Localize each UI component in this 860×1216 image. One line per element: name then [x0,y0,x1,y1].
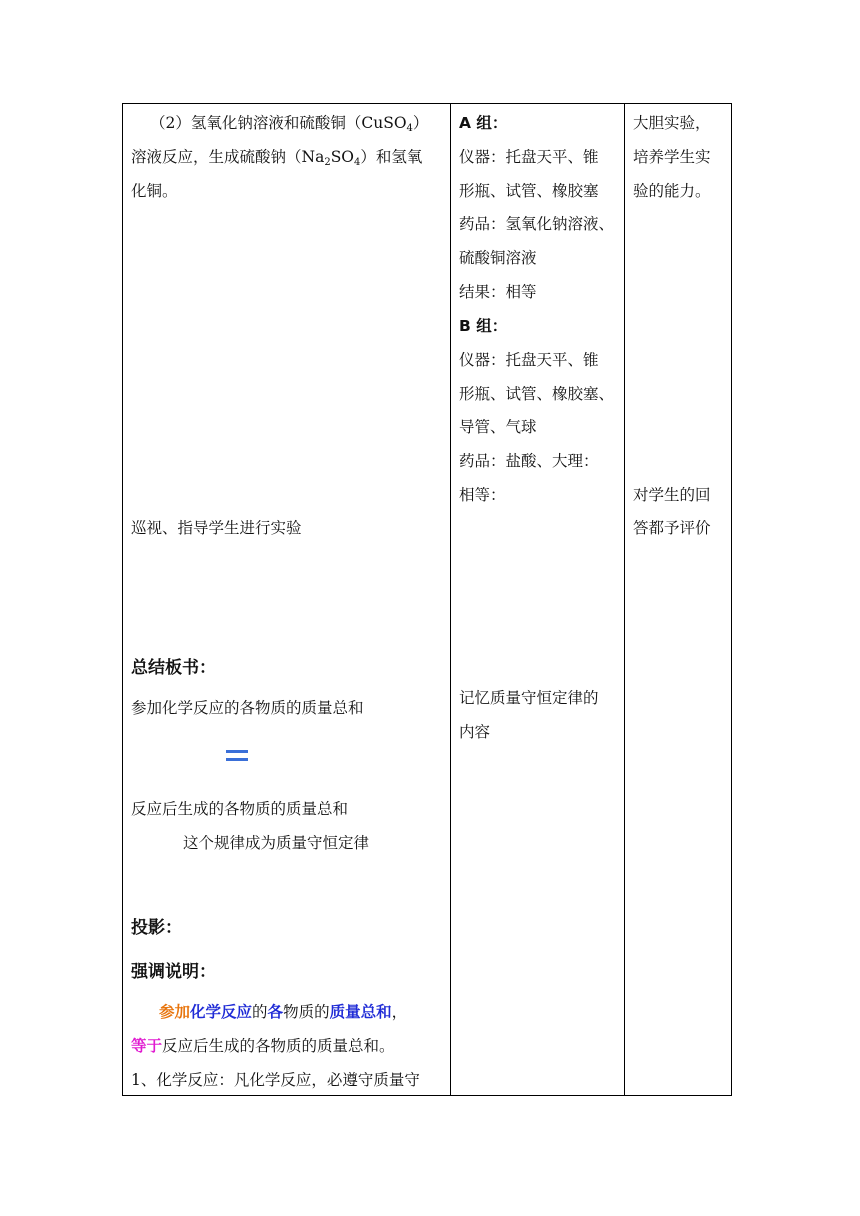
emphasis-heading: 强调说明： [131,962,216,982]
evaluation-line-1: 对学生的回 [633,486,711,504]
intro-line-3: 化铜。 [131,182,178,200]
group-a-heading: A 组： [459,114,508,132]
patrol-text: 巡视、指导学生进行实验 [131,519,302,537]
purpose-line-2: 培养学生实 [633,148,711,166]
emphasis-line-1: 参加化学反应的各物质的质量总和， [159,1003,408,1021]
point-1-text: 1、化学反应：凡化学反应，必遵守质量守 [131,1071,420,1089]
group-b-instruments-3: 导管、气球 [459,418,537,436]
group-b-instruments-2: 形瓶、试管、橡胶塞、 [459,385,615,403]
lesson-table [122,103,732,1096]
memo-line-2: 内容 [459,723,491,741]
column-divider-2 [624,104,625,1095]
summary-line-2: 反应后生成的各物质的质量总和 [131,800,349,818]
summary-line-1: 参加化学反应的各物质的质量总和 [131,699,364,717]
evaluation-line-2: 答都予评价 [633,519,711,537]
purpose-line-1: 大胆实验， [633,114,711,132]
projection-heading: 投影： [131,918,182,938]
emphasis-line-2: 等于反应后生成的各物质的质量总和。 [131,1037,395,1055]
group-a-instruments-1: 仪器：托盘天平、锥 [459,148,599,166]
group-a-drugs-2: 硫酸铜溶液 [459,249,537,267]
group-b-drugs: 药品：盐酸、大理： [459,452,599,470]
group-a-instruments-2: 形瓶、试管、橡胶塞 [459,182,599,200]
group-b-instruments-1: 仪器：托盘天平、锥 [459,351,599,369]
group-b-heading: B 组： [459,317,508,335]
summary-line-3: 这个规律成为质量守恒定律 [183,834,370,852]
intro-line-1: （2）氢氧化钠溶液和硫酸铜（CuSO$_4$） [150,114,429,134]
summary-heading: 总结板书： [131,658,216,678]
purpose-line-3: 验的能力。 [633,182,711,200]
memo-line-1: 记忆质量守恒定律的 [459,689,599,707]
group-a-result: 结果：相等 [459,283,537,301]
group-a-drugs-1: 药品：氢氧化钠溶液、 [459,215,615,233]
group-b-result: 相等： [459,486,506,504]
column-divider-1 [450,104,451,1095]
equals-sign [226,750,248,761]
intro-line-2: 溶液反应，生成硫酸钠$(Na_2SO_4)$和氢氧 [131,148,423,168]
